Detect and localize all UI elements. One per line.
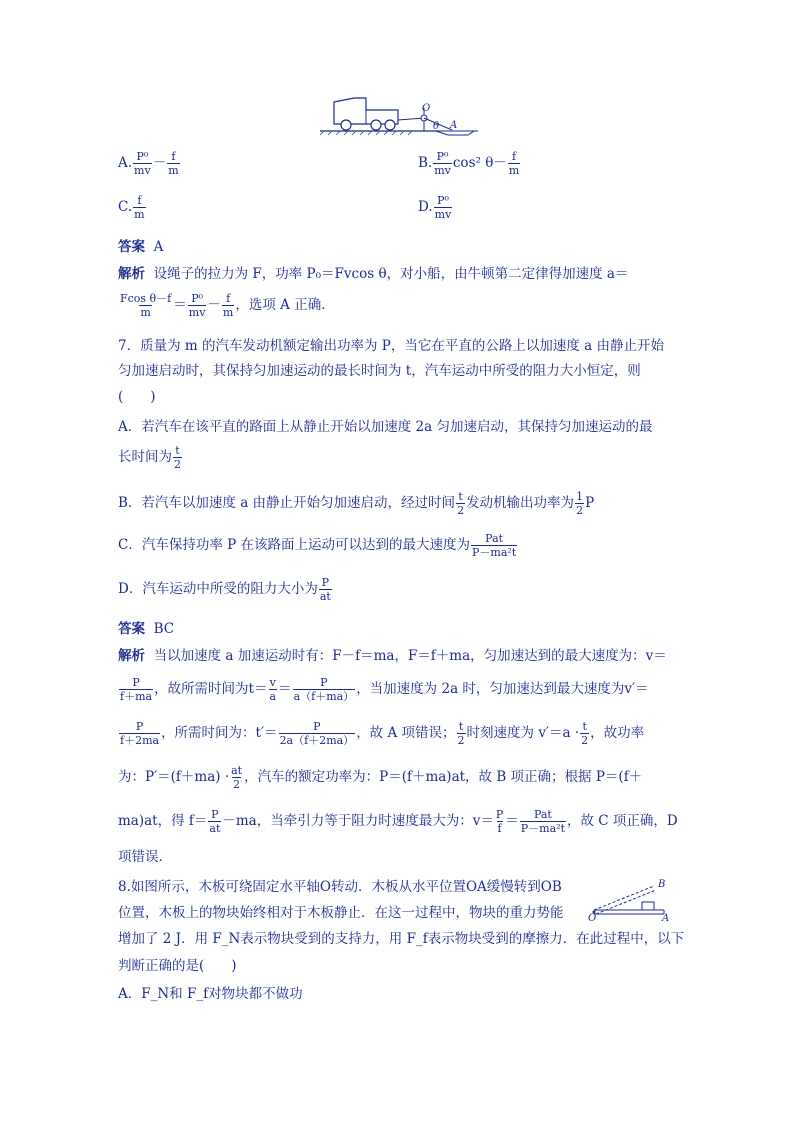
q8-option-a: A．F_N和 F_f对物块都不做功 (118, 986, 303, 1002)
q6-analysis-line1: 解析 设绳子的拉力为 F，功率 P₀＝Fvcos θ，对小船，由牛顿第二定律得加速度 a＝ (118, 266, 629, 282)
q7-option-a-line2: 长时间为 $\frac{t}{2}$ (118, 444, 181, 471)
q7-stem-3: ( ) (118, 389, 156, 405)
q7-option-c: C．汽车保持功率 P 在该路面上运动可以达到的最大速度为 $\frac{\text{Pat}}{\text{P－ma²t}}$ (118, 532, 517, 559)
option-a: A. $\frac{\text{P⁰}}{mv}$ － $\frac{f}{m}$ (118, 150, 179, 177)
q7-analysis-line4: 为：P′＝(f＋ma) · $\frac{at}{2}$ ，汽车的额定功率为：P＝(f＋ma)at，故 B 项正确；根据 P＝(f＋ (118, 764, 643, 791)
label-o-board: O (588, 913, 597, 924)
q8-stem-3: 增加了 2 J．用 F_N表示物块受到的支持力，用 F_f表示物块受到的摩擦力．在此过程中，以下 (118, 931, 685, 947)
q7-analysis-line3: $\frac{P}{f+2ma}$ ，所需时间为：t′＝ $\frac{P}{2a(f+2ma)}$ ，故 A 项错误； $\frac{t}{2}$ 时刻速度为 v′＝a · $\frac{t}{2}$ ，故功率 (120, 720, 645, 747)
label-a: A (450, 120, 458, 131)
option-b: B. $\frac{\text{P⁰}}{mv}$ cos² θ－ $\frac{f}{m}$ (418, 150, 520, 177)
label-theta: θ (433, 121, 440, 132)
option-c: C. $\frac{f}{m}$ (118, 194, 145, 221)
q7-analysis-line2: $\frac{P}{f+ma}$ ，故所需时间为t＝ $\frac{v}{a}$ ＝ $\frac{P}{a(f+ma)}$ ，当加速度为 2a 时，匀加速达到最大速度为v′＝ (120, 676, 649, 703)
label-b: B (658, 879, 666, 890)
q8-stem-4: 判断正确的是( ) (118, 958, 237, 974)
q6-answer: 答案 A (118, 239, 164, 255)
label-o: O (422, 103, 431, 114)
q6-analysis-line2: $\frac{\text{Fcos θ－f}}{m}$ ＝ $\frac{\text{P⁰}}{mv}$ － $\frac{f}{m}$ ，选项 A 正确． (120, 292, 335, 319)
q7-stem-2: 匀加速启动时，其保持匀加速运动的最长时间为 t，汽车运动中所受的阻力大小恒定，则 (118, 363, 641, 379)
q7-option-a-line1: A．若汽车在该平直的路面上从静止开始以加速度 2a 匀加速启动，其保持匀加速运动的最 (118, 419, 653, 435)
q8-stem-2: 位置，木板上的物块始终相对于木板静止．在这一过程中，物块的重力势能 (118, 905, 564, 921)
q7-option-d: D．汽车运动中所受的阻力大小为 $\frac{P}{at}$ (118, 576, 331, 603)
q7-option-b: B．若汽车以加速度 a 由静止开始匀加速启动，经过时间 $\frac{t}{2}$ 发动机输出功率为 $\frac{1}{2}$ P (118, 490, 595, 517)
option-d: D. $\frac{\text{P⁰}}{mv}$ (418, 194, 452, 221)
q7-analysis-line6: 项错误． (118, 849, 172, 865)
q7-stem-1: 7．质量为 m 的汽车发动机额定输出功率为 P，当它在平直的公路上以加速度 a 由静止开始 (118, 338, 664, 354)
q7-analysis-line5: ma)at，得 f＝ $\frac{P}{at}$ －ma，当牵引力等于阻力时速度最大为：v＝ $\frac{P}{f}$ ＝ $\frac{\text{Pat}}{\text{P－ma²t}}$ ，故 C 项正确，D (118, 808, 678, 835)
q7-answer: 答案 BC (118, 621, 175, 637)
q7-analysis-line1: 解析 当以加速度 a 加速运动时有：F－f＝ma，F＝f＋ma，匀加速达到的最大速度为：v＝ (118, 648, 667, 664)
label-a-board: A (662, 913, 670, 924)
q8-stem-1: 8.如图所示，木板可绕固定水平轴O转动．木板从水平位置OA缓慢转到OB (118, 879, 562, 895)
